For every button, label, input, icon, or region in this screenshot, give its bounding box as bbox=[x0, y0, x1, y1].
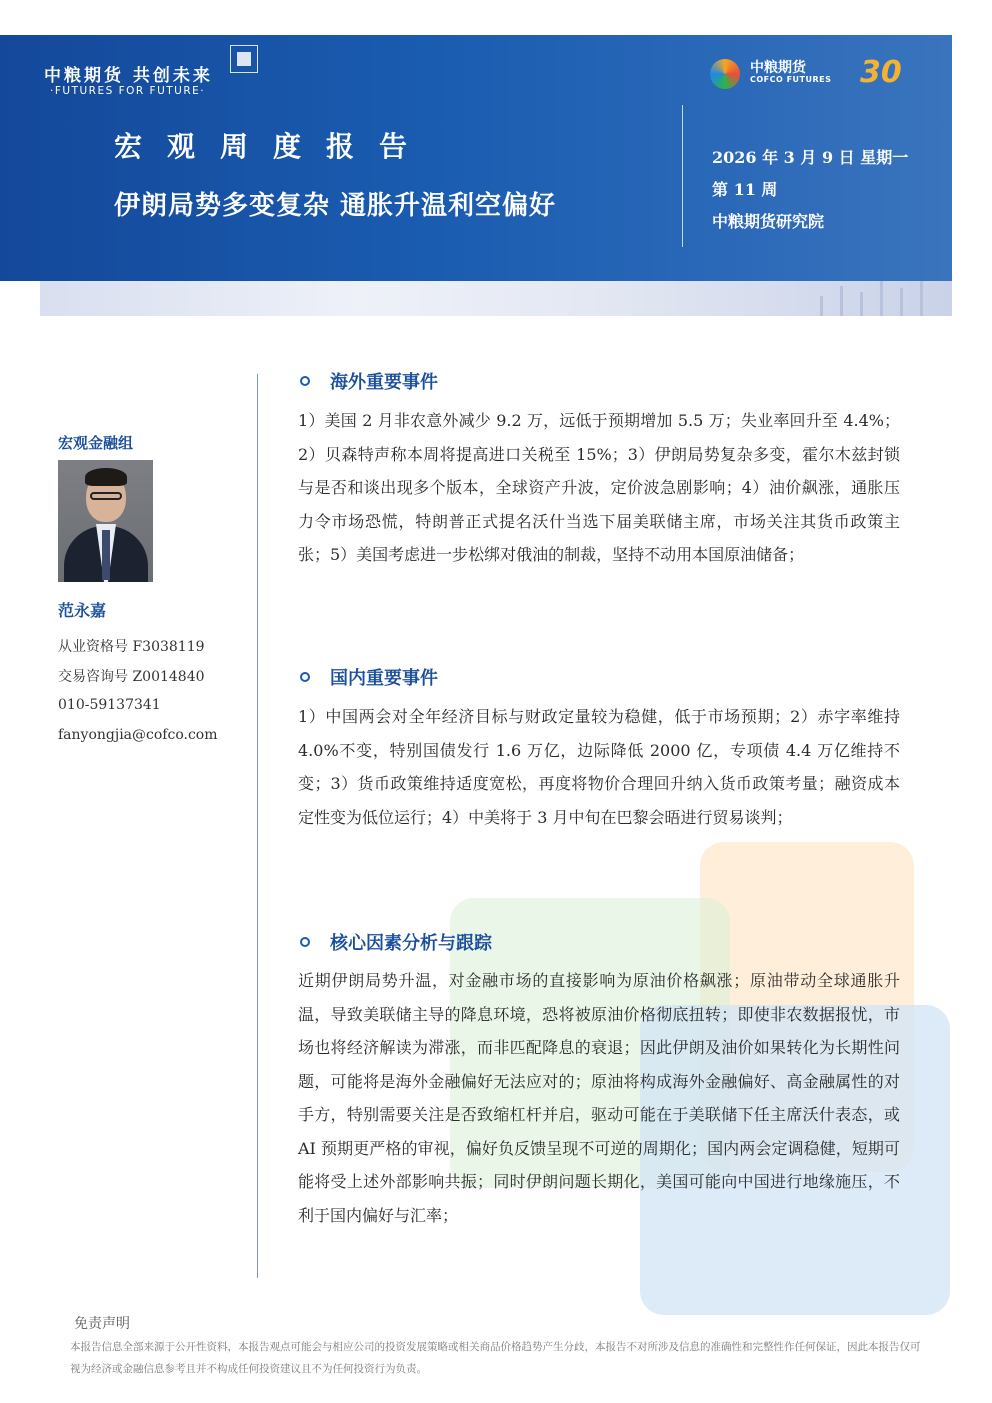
analyst-photo bbox=[58, 460, 153, 582]
anniversary-logo: 30 bbox=[860, 55, 902, 90]
logo-name-cn: 中粮期货 bbox=[750, 60, 806, 76]
brand-slogan: 中粮期货 共创未来 bbox=[44, 66, 213, 86]
analyst-email[interactable]: fanyongjia@cofco.com bbox=[58, 727, 218, 743]
brand-square-icon bbox=[230, 45, 258, 73]
header-divider bbox=[682, 105, 683, 247]
report-headline: 伊朗局势多变复杂 通胀升温利空偏好 bbox=[114, 191, 557, 221]
brand-slogan-en: ·FUTURES FOR FUTURE· bbox=[50, 85, 206, 97]
bullet-circle-icon bbox=[300, 937, 310, 947]
bullet-circle-icon bbox=[300, 672, 310, 682]
bullet-circle-icon bbox=[300, 376, 310, 386]
report-week: 第 11 周 bbox=[712, 180, 778, 199]
section-analysis-body: 近期伊朗局势升温，对金融市场的直接影响为原油价格飙涨；原油带动全球通胀升温，导致美联储主导的降息环境，恐将被原油价格彻底扭转；即使非农数据报忧，市场也将经济解读为滞涨，而非匹配降息的衰退；因此伊朗及油价如果转化为长期性问题，可能将是海外金融偏好无法应对的；原油将构成海外金融偏好、高金融属性的对手方，特别需要关注是否致缩杠杆并启，驱动可能在于美联储下任主席沃什表态，或 AI 预期更严格的审视，偏好负反馈呈现不可逆的周期化；国内两会定调稳健，短期可能将受上述外部影响共振；同时伊朗问题长期化，美国可能向中国进行地缘施压，不利于国内偏好与汇率； bbox=[298, 971, 900, 1225]
sidebar-divider bbox=[257, 374, 258, 1278]
disclaimer-title: 免责声明 bbox=[74, 1316, 130, 1332]
globe-logo-icon bbox=[710, 59, 740, 89]
company-logo bbox=[710, 55, 910, 95]
section-analysis-header bbox=[300, 929, 492, 955]
research-institute: 中粮期货研究院 bbox=[712, 212, 825, 231]
section-domestic-body: 1）中国两会对全年经济目标与财政定量较为稳健，低于市场预期；2）赤字率维持 4.0%不变，特别国债发行 1.6 万亿，边际降低 2000 亿，专项债 4.4 万亿维持不变；3）货币政策维持适度宽松，再度将物价合理回升纳入货币政策考量；融资成本定性变为低位运行；4）中美将于 3 月中旬在巴黎会晤进行贸易谈判； bbox=[298, 707, 900, 827]
analyst-group: 宏观金融组 bbox=[58, 434, 134, 452]
section-title: 海外重要事件 bbox=[330, 372, 438, 393]
section-title: 核心因素分析与跟踪 bbox=[330, 933, 492, 954]
report-type-title: 宏观周度报告 bbox=[114, 130, 433, 163]
consulting-number: 交易咨询号 Z0014840 bbox=[58, 669, 205, 685]
analyst-phone: 010-59137341 bbox=[58, 697, 161, 713]
section-overseas-body: 1）美国 2 月非农意外减少 9.2 万，远低于预期增加 5.5 万；失业率回升至 4.4%；2）贝森特声称本周将提高进口关税至 15%；3）伊朗局势复杂多变，霍尔木兹封锁与是否和谈出现多个版本，全球资产升波，定价波急剧影响；4）油价飙涨，通胀压力令市场恐慌，特朗普正式提名沃什当选下届美联储主席，市场关注其货币政策主张；5）美国考虑进一步松绑对俄油的制裁，坚持不动用本国原油储备； bbox=[298, 411, 900, 564]
section-overseas-header bbox=[300, 368, 438, 394]
section-title: 国内重要事件 bbox=[330, 668, 438, 689]
disclaimer-text: 本报告信息全部来源于公开性资料，本报告观点可能会与相应公司的投资发展策略或相关商品价格趋势产生分歧，本报告不对所涉及信息的准确性和完整性作任何保证，因此本报告仅可视为经济或金融信息参考且并不构成任何投资建议且不为任何投资行为负责。 bbox=[70, 1341, 921, 1375]
section-domestic-header bbox=[300, 664, 438, 690]
analyst-name: 范永嘉 bbox=[58, 601, 107, 620]
logo-name-en: COFCO FUTURES bbox=[750, 75, 832, 84]
report-date: 2026 年 3 月 9 日 星期一 bbox=[712, 148, 909, 167]
report-header bbox=[0, 35, 952, 281]
qualification-number: 从业资格号 F3038119 bbox=[58, 639, 205, 655]
